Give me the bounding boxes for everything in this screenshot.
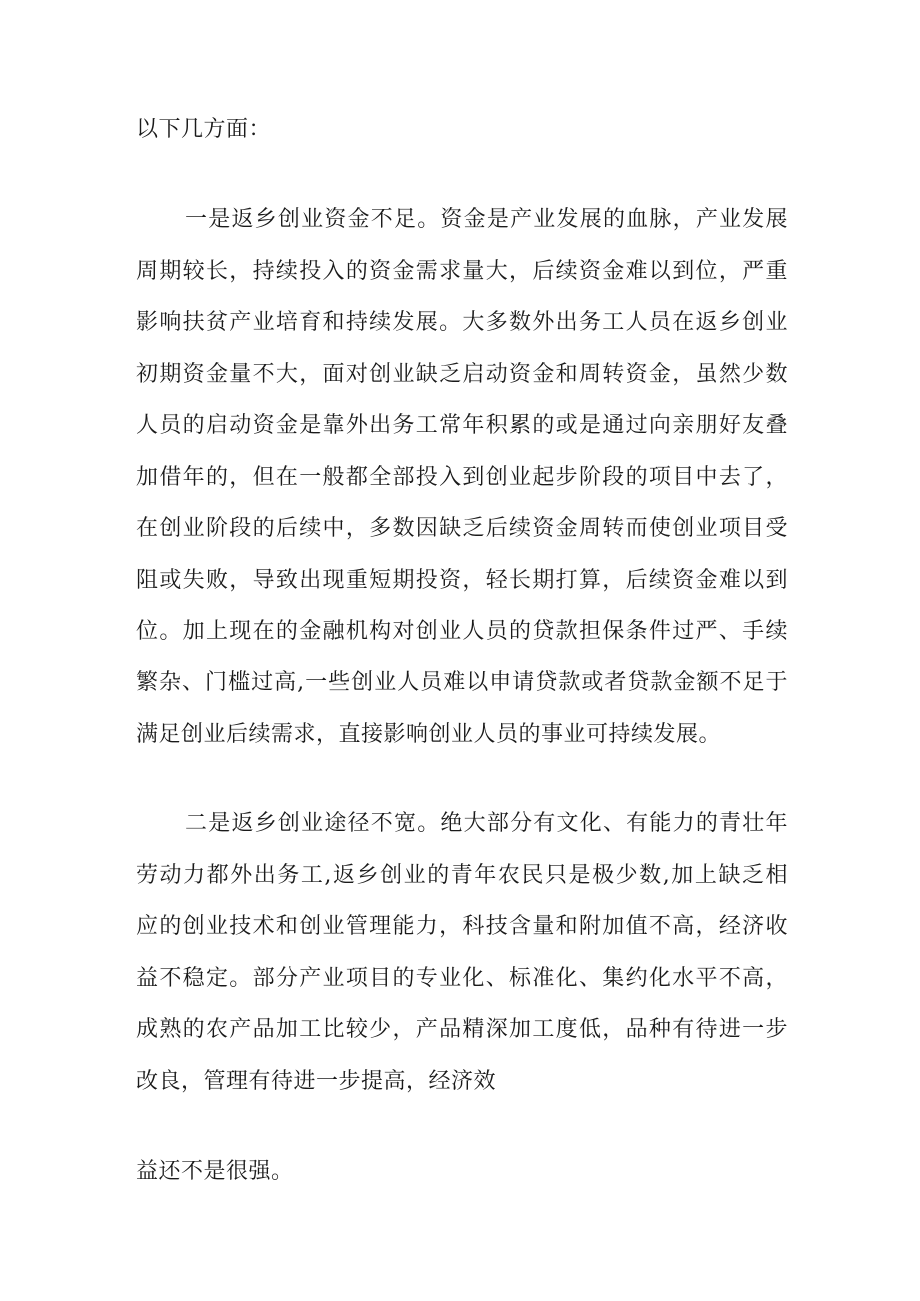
paragraph-2-line-6: 改良，管理有待进一步提高，经济效 <box>136 1069 497 1094</box>
paragraph-1-line-10: 繁杂、门槛过高,一些创业人员难以申请贷款或者贷款金额不足于 <box>136 670 788 695</box>
paragraph-2-line-2: 劳动力都外出务工,返乡创业的青年农民只是极少数,加上缺乏相 <box>136 863 788 888</box>
paragraph-1-line-9: 位。加上现在的金融机构对创业人员的贷款担保条件过严、手续 <box>136 619 788 644</box>
paragraph-1-line-5: 人员的启动资金是靠外出务工常年积累的或是通过向亲朋好友叠 <box>136 413 788 438</box>
paragraph-1-line-11: 满足创业后续需求，直接影响创业人员的事业可持续发展。 <box>136 722 722 747</box>
paragraph-1-line-1: 一是返乡创业资金不足。资金是产业发展的血脉，产业发展 <box>185 207 788 232</box>
paragraph-1-line-7: 在创业阶段的后续中，多数因缺乏后续资金周转而使创业项目受 <box>136 516 788 541</box>
continuation-line: 益还不是很强。 <box>136 1159 294 1184</box>
paragraph-1-line-8: 阻或失败，导致出现重短期投资，轻长期打算，后续资金难以到 <box>136 568 788 593</box>
paragraph-1-line-3: 影响扶贫产业培育和持续发展。大多数外出务工人员在返乡创业 <box>136 310 788 335</box>
paragraph-1-line-4: 初期资金量不大，面对创业缺乏启动资金和周转资金，虽然少数 <box>136 362 788 387</box>
paragraph-2-line-1: 二是返乡创业途径不宽。绝大部分有文化、有能力的青壮年 <box>185 811 788 836</box>
paragraph-2-line-3: 应的创业技术和创业管理能力，科技含量和附加值不高，经济收 <box>136 914 788 939</box>
paragraph-1-line-6: 加借年的，但在一般都全部投入到创业起步阶段的项目中去了， <box>136 465 788 490</box>
paragraph-1-line-2: 周期较长，持续投入的资金需求量大，后续资金难以到位，严重 <box>136 259 788 284</box>
paragraph-2-line-5: 成熟的农产品加工比较少，产品精深加工度低，品种有待进一步 <box>136 1017 788 1042</box>
intro-line: 以下几方面： <box>136 117 272 142</box>
paragraph-2-line-4: 益不稳定。部分产业项目的专业化、标准化、集约化水平不高， <box>136 966 788 991</box>
